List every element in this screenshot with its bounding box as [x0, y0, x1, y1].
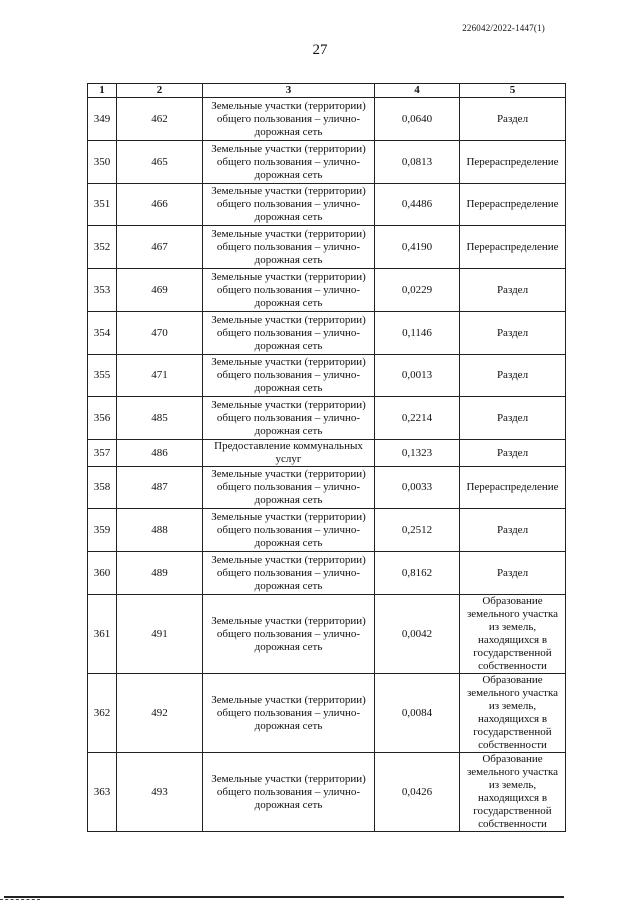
permitted-use: Земельные участки (территории) общего пользования – улично-дорожная сеть — [203, 184, 375, 226]
page-bottom-rule — [4, 896, 564, 898]
area-value: 0,2512 — [375, 509, 460, 552]
column-header: 4 — [375, 84, 460, 98]
plot-code: 462 — [117, 98, 203, 141]
plot-code: 470 — [117, 312, 203, 355]
table-row — [88, 141, 566, 184]
table-row — [88, 397, 566, 440]
plot-code: 492 — [117, 674, 203, 753]
document-id: 226042/2022-1447(1) — [462, 23, 545, 33]
row-number: 350 — [88, 141, 117, 184]
row-number: 359 — [88, 509, 117, 552]
area-value: 0,8162 — [375, 552, 460, 595]
table-row — [88, 312, 566, 355]
permitted-use: Земельные участки (территории) общего пользования – улично-дорожная сеть — [203, 141, 375, 184]
area-value: 0,0813 — [375, 141, 460, 184]
action-type: Раздел — [460, 397, 566, 440]
permitted-use: Земельные участки (территории) общего пользования – улично-дорожная сеть — [203, 674, 375, 753]
row-number: 358 — [88, 467, 117, 509]
area-value: 0,0013 — [375, 355, 460, 397]
action-type: Образование земельного участка из земель, находящихся в государственной собственности — [460, 753, 566, 832]
permitted-use: Предоставление коммунальных услуг — [203, 440, 375, 467]
action-type: Раздел — [460, 552, 566, 595]
table-body — [88, 98, 566, 832]
plot-code: 465 — [117, 141, 203, 184]
area-value: 0,1323 — [375, 440, 460, 467]
table-row — [88, 753, 566, 832]
action-type: Раздел — [460, 312, 566, 355]
table-row — [88, 355, 566, 397]
row-number: 355 — [88, 355, 117, 397]
permitted-use: Земельные участки (территории) общего пользования – улично-дорожная сеть — [203, 312, 375, 355]
plot-code: 488 — [117, 509, 203, 552]
plot-code: 466 — [117, 184, 203, 226]
permitted-use: Земельные участки (территории) общего пользования – улично-дорожная сеть — [203, 269, 375, 312]
area-value: 0,0229 — [375, 269, 460, 312]
permitted-use: Земельные участки (территории) общего пользования – улично-дорожная сеть — [203, 355, 375, 397]
row-number: 363 — [88, 753, 117, 832]
plot-code: 489 — [117, 552, 203, 595]
area-value: 0,0042 — [375, 595, 460, 674]
action-type: Перераспределение — [460, 467, 566, 509]
table-row — [88, 552, 566, 595]
permitted-use: Земельные участки (территории) общего пользования – улично-дорожная сеть — [203, 509, 375, 552]
land-plot-table — [87, 83, 566, 832]
action-type: Раздел — [460, 509, 566, 552]
table-header-row — [88, 84, 566, 98]
table-row — [88, 226, 566, 269]
row-number: 352 — [88, 226, 117, 269]
column-header: 5 — [460, 84, 566, 98]
plot-code: 491 — [117, 595, 203, 674]
plot-code: 493 — [117, 753, 203, 832]
action-type: Образование земельного участка из земель, находящихся в государственной собственности — [460, 595, 566, 674]
page-bottom-mark — [0, 899, 40, 900]
action-type: Раздел — [460, 355, 566, 397]
area-value: 0,0084 — [375, 674, 460, 753]
plot-code: 485 — [117, 397, 203, 440]
row-number: 361 — [88, 595, 117, 674]
table-row — [88, 440, 566, 467]
action-type: Перераспределение — [460, 226, 566, 269]
plot-code: 467 — [117, 226, 203, 269]
plot-code: 487 — [117, 467, 203, 509]
column-header: 3 — [203, 84, 375, 98]
table-row — [88, 467, 566, 509]
row-number: 357 — [88, 440, 117, 467]
area-value: 0,0033 — [375, 467, 460, 509]
permitted-use: Земельные участки (территории) общего пользования – улично-дорожная сеть — [203, 397, 375, 440]
row-number: 353 — [88, 269, 117, 312]
row-number: 360 — [88, 552, 117, 595]
table-row — [88, 184, 566, 226]
action-type: Образование земельного участка из земель, находящихся в государственной собственности — [460, 674, 566, 753]
table-row — [88, 98, 566, 141]
table-row — [88, 674, 566, 753]
row-number: 351 — [88, 184, 117, 226]
row-number: 356 — [88, 397, 117, 440]
table-row — [88, 595, 566, 674]
area-value: 0,4190 — [375, 226, 460, 269]
row-number: 362 — [88, 674, 117, 753]
area-value: 0,0426 — [375, 753, 460, 832]
area-value: 0,4486 — [375, 184, 460, 226]
permitted-use: Земельные участки (территории) общего пользования – улично-дорожная сеть — [203, 753, 375, 832]
table-row — [88, 509, 566, 552]
action-type: Раздел — [460, 440, 566, 467]
row-number: 354 — [88, 312, 117, 355]
area-value: 0,2214 — [375, 397, 460, 440]
permitted-use: Земельные участки (территории) общего пользования – улично-дорожная сеть — [203, 226, 375, 269]
column-header: 2 — [117, 84, 203, 98]
plot-code: 469 — [117, 269, 203, 312]
page-number: 27 — [312, 42, 328, 58]
permitted-use: Земельные участки (территории) общего пользования – улично-дорожная сеть — [203, 98, 375, 141]
action-type: Раздел — [460, 269, 566, 312]
plot-code: 486 — [117, 440, 203, 467]
area-value: 0,1146 — [375, 312, 460, 355]
area-value: 0,0640 — [375, 98, 460, 141]
permitted-use: Земельные участки (территории) общего пользования – улично-дорожная сеть — [203, 467, 375, 509]
table-row — [88, 269, 566, 312]
row-number: 349 — [88, 98, 117, 141]
permitted-use: Земельные участки (территории) общего пользования – улично-дорожная сеть — [203, 595, 375, 674]
column-header: 1 — [88, 84, 117, 98]
permitted-use: Земельные участки (территории) общего пользования – улично-дорожная сеть — [203, 552, 375, 595]
action-type: Перераспределение — [460, 184, 566, 226]
plot-code: 471 — [117, 355, 203, 397]
action-type: Раздел — [460, 98, 566, 141]
action-type: Перераспределение — [460, 141, 566, 184]
